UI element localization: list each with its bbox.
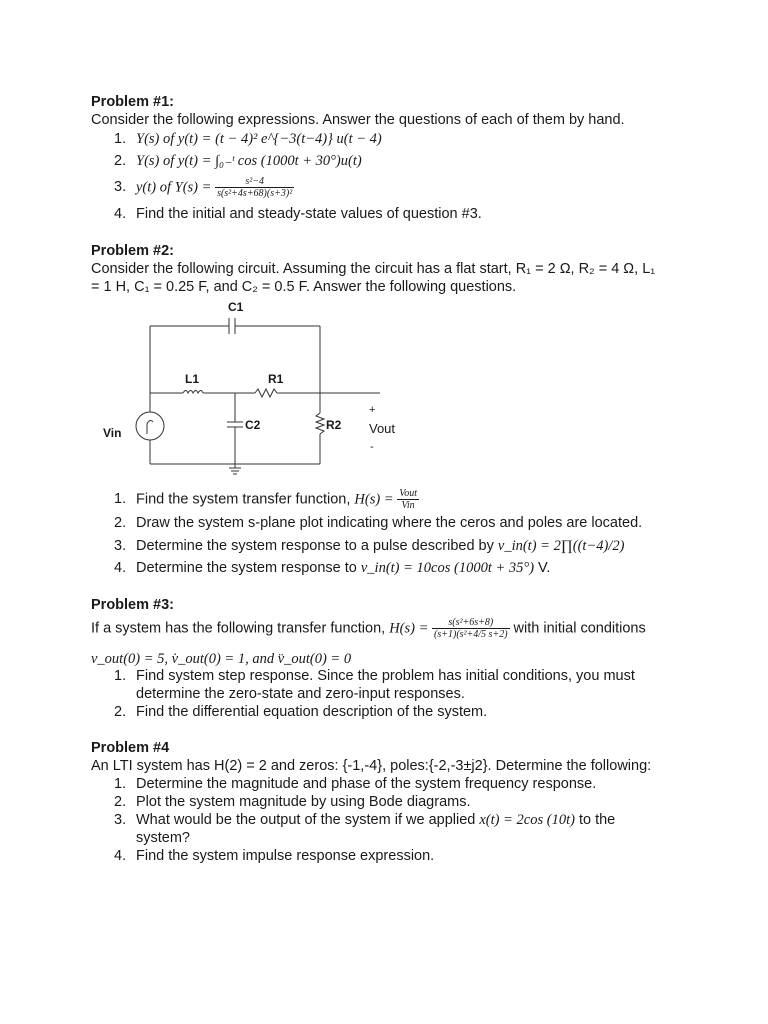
problem-1-title: Problem #1:: [91, 94, 174, 110]
problem-2-title: Problem #2:: [91, 243, 174, 259]
p4-item-3: 3. What would be the output of the system if we applied x(t) = 2cos (10t) to the: [114, 812, 616, 828]
label-vout: Vout: [369, 421, 396, 436]
label-c2: C2: [245, 418, 261, 432]
p1-item-1: 1. Y(s) of y(t) = (t − 4)² e^{−3(t−4)} u(t − 4): [114, 131, 382, 147]
label-vin: Vin: [103, 426, 122, 440]
problem-3-title: Problem #3:: [91, 597, 174, 613]
p2-item-2: 2. Draw the system s-plane plot indicating where the ceros and poles are located.: [114, 515, 643, 531]
p4-item-1: 1. Determine the magnitude and phase of the system frequency response.: [114, 776, 597, 792]
p3-item-2: 2. Find the differential equation description of the system.: [114, 704, 488, 720]
problem-3-intro: If a system has the following transfer function, H(s) = $\frac{\text{s(s²+6s+8)}}{\text{(s+1)(s²+4/5 s+2)}}$ with initial conditions: [91, 617, 646, 640]
label-minus: -: [370, 441, 374, 453]
problem-4-intro: An LTI system has H(2) = 2 and zeros: {-1,-4}, poles:{-2,-3±j2}. Determine the following:: [91, 758, 652, 774]
label-r1: R1: [268, 372, 284, 386]
p2-item-3: 3. Determine the system response to a pulse described by v_in(t) = 2∏((t−4)/2): [114, 538, 625, 554]
problem-4-title: Problem #4: [91, 740, 170, 756]
p1-item-4: 4. Find the initial and steady-state values of question #3.: [114, 206, 482, 222]
p3-item-1: 1. Find system step response. Since the problem has initial conditions, you must: [114, 668, 635, 684]
problem-1-intro: Consider the following expressions. Answer the questions of each of them by hand.: [91, 112, 625, 128]
p1-item-2: 2. Y(s) of y(t) = ∫₀₋ᵗ cos (1000t + 30°)u(t): [114, 153, 362, 169]
label-c1: C1: [228, 300, 244, 314]
p2-item-4: 4. Determine the system response to v_in(t) = 10cos (1000t + 35°) V.: [114, 560, 551, 576]
circuit-diagram: [90, 296, 410, 482]
p1-item-3-fraction: $\frac{\text{s²−4}}{\text{s(s²+4s+68)(s+3)²}}$: [217, 176, 293, 199]
label-l1: L1: [185, 372, 200, 386]
p3-item-1-cont: determine the zero-state and zero-input responses.: [136, 686, 465, 702]
label-plus: +: [369, 404, 376, 416]
problem-2-intro-line2: = 1 H, C₁ = 0.25 F, and C₂ = 0.5 F. Answer the following questions.: [91, 279, 517, 295]
problem-2-intro-line1: Consider the following circuit. Assuming the circuit has a flat start, R₁ = 2 Ω, R₂ = 4 Ω, L₁: [91, 261, 656, 277]
p4-item-3-cont: system?: [136, 830, 190, 846]
problem-3-initial-conditions: v_out(0) = 5, v̇_out(0) = 1, and v̈_out(0) = 0: [91, 651, 352, 667]
p4-item-4: 4. Find the system impulse response expression.: [114, 848, 435, 864]
p2-item-1: 1. Find the system transfer function, H(s) = $\frac{\text{Vout}}{\text{Vin}}$: [114, 488, 417, 511]
label-r2: R2: [326, 418, 342, 432]
p1-item-3: 3. y(t) of Y(s) = $\frac{\text{s²−4}}{\text{s(s²+4s+68)(s+3)²}}$: [114, 176, 293, 199]
p4-item-2: 2. Plot the system magnitude by using Bode diagrams.: [114, 794, 471, 810]
